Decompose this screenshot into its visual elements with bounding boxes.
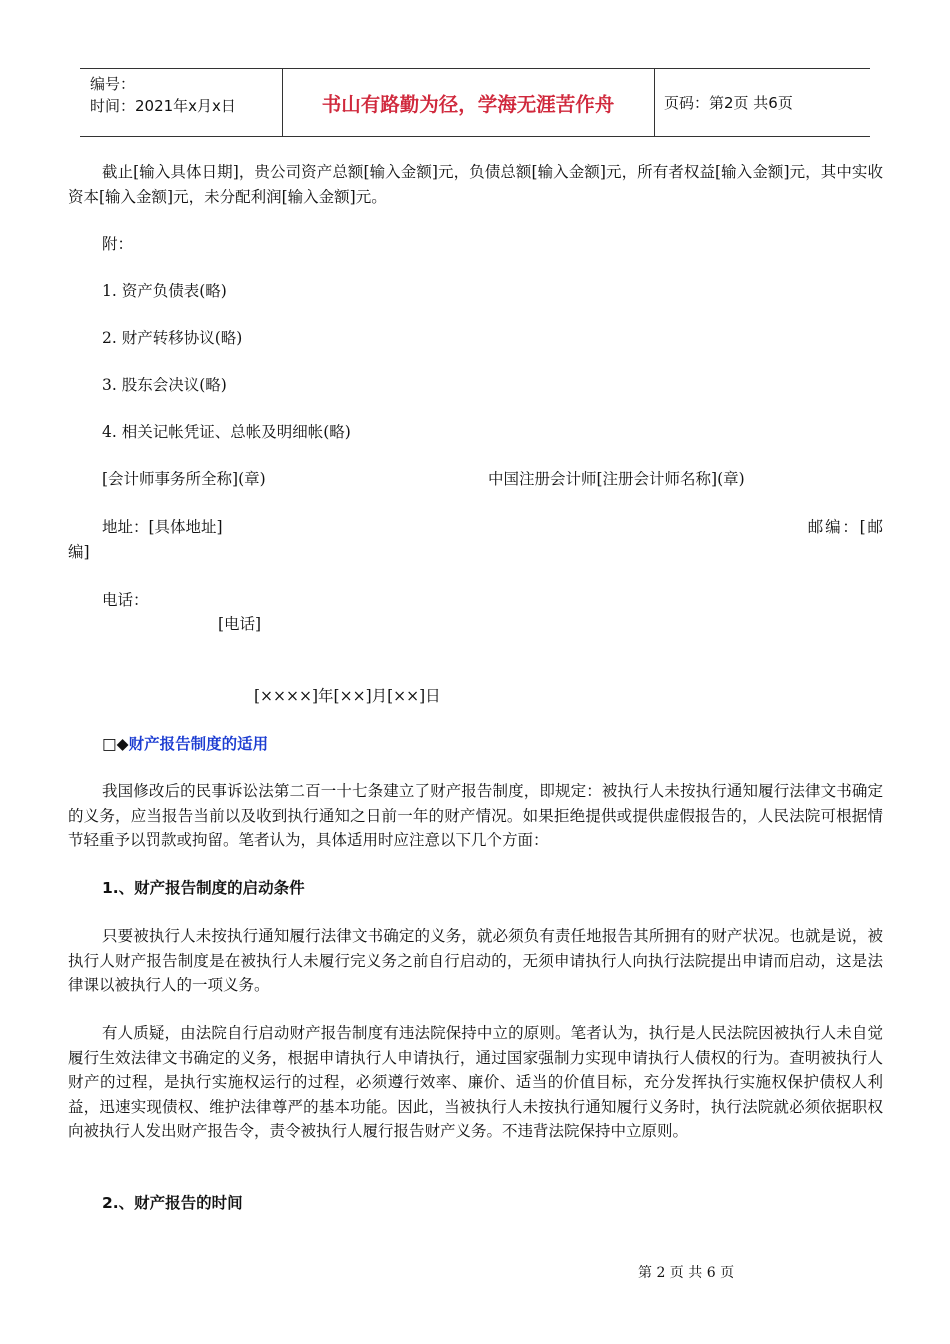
date-line: [××××]年[××]月[××]日 [254, 687, 441, 705]
attachment-item: 3. 股东会决议(略) [102, 376, 227, 394]
body-paragraph: 只要被执行人未按执行通知履行法律文书确定的义务，就必须负有责任地报告其所拥有的财产状况。也就是说，被执行人财产报告制度是在被执行人未履行完义务之前自行启动的，无须申请执行人向执行法院提出申请而启动，这是法律课以被执行人的一项义务。 [68, 927, 883, 994]
firm-signature: [会计师事务所全称](章) [102, 470, 266, 488]
address: 地址：[具体地址] [102, 518, 223, 536]
postcode-block [68, 515, 883, 564]
page-footer: 第 2 页 共 6 页 [638, 1265, 735, 1281]
section-title: 财产报告制度的适用 [128, 735, 269, 753]
header-motto: 书山有路勤为径，学海无涯苦作舟 [321, 92, 615, 116]
section-heading [102, 732, 268, 756]
subheading: 2.、财产报告的时间 [102, 1194, 243, 1212]
subheading: 1.、财产报告制度的启动条件 [102, 879, 305, 897]
attachment-item: 2. 财产转移协议(略) [102, 329, 243, 347]
attachment-item: 4. 相关记帐凭证、总帐及明细帐(略) [102, 423, 351, 441]
body-paragraph: 我国修改后的民事诉讼法第二百一十七条建立了财产报告制度，即规定：被执行人未按执行通知履行法律文书确定的义务，应当报告当前以及收到执行通知之日前一年的财产情况。如果拒绝提供或提供虚假报告的，人民法院可根据情节轻重予以罚款或拘留。笔者认为，具体适用时应注意以下几个方面： [68, 782, 883, 849]
postcode-text: 邮编：[邮编] [68, 518, 883, 561]
phone-value: [电话] [218, 615, 262, 633]
attachment-item: 1. 资产负债表(略) [102, 282, 227, 300]
header-time: 时间：2021年x月x日 [90, 97, 236, 115]
header-divider [654, 69, 655, 136]
page-header [80, 68, 870, 137]
postcode [68, 515, 883, 564]
header-number: 编号： [90, 75, 136, 93]
header-meta [90, 73, 236, 117]
attachments-label: 附： [102, 235, 134, 253]
body-paragraph: 有人质疑，由法院自行启动财产报告制度有违法院保持中立的原则。笔者认为，执行是人民法院因被执行人未自觉履行生效法律文书确定的义务，根据申请执行人申请执行，通过国家强制力实现申请执行人债权的行为。查明被执行人财产的过程，是执行实施权运行的过程，必须遵行效率、廉价、适当的价值目标，充分发挥执行实施权保护债权人利益，迅速实现债权、维护法律尊严的基本功能。因此，当被执行人未按执行通知履行义务时，执行法院就必须依据职权向被执行人发出财产报告令，责令被执行人履行报告财产义务。不违背法院保持中立原则。 [68, 1024, 883, 1140]
section-marker: □◆ [102, 735, 129, 753]
phone-label: 电话： [102, 591, 149, 609]
header-page-info: 页码：第2页 共6页 [664, 94, 793, 112]
intro-paragraph: 截止[输入具体日期]，贵公司资产总额[输入金额]元，负债总额[输入金额]元，所有者权益[输入金额]元，其中实收资本[输入金额]元，未分配利润[输入金额]元。 [68, 163, 883, 206]
cpa-signature: 中国注册会计师[注册会计师名称](章) [488, 470, 745, 488]
